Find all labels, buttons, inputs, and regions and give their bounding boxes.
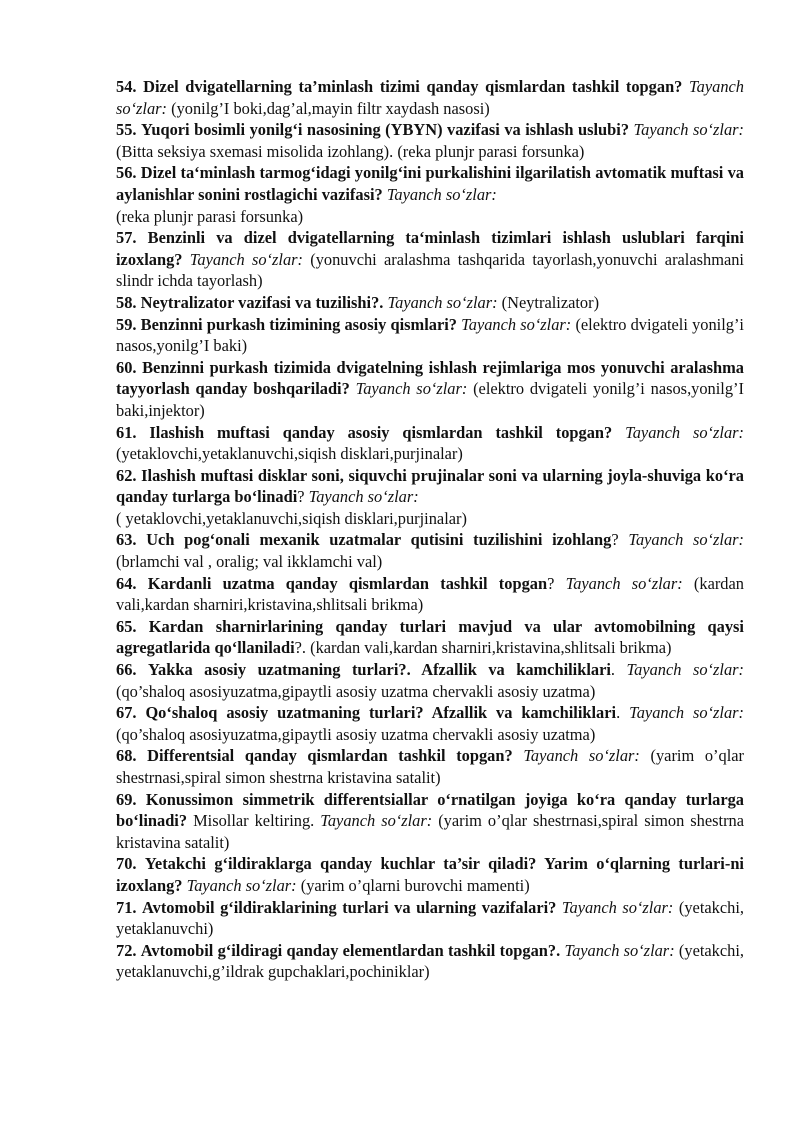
question-item <box>116 227 744 292</box>
question-number: 65. <box>116 616 137 636</box>
question-item <box>116 465 744 530</box>
question-item <box>116 422 744 465</box>
question-item <box>116 573 744 616</box>
keywords-text: (kardan vali,kardan sharniri,kristavina,shlitsali brikma) <box>310 638 672 658</box>
keywords-text: (yarim o’qlarni burovchi mamenti) <box>300 875 530 895</box>
question-separator: ? <box>547 573 566 593</box>
keywords-text: (Neytralizator) <box>501 292 600 312</box>
keywords-label: Tayanch so‘zlar: <box>628 530 744 550</box>
question-number: 68. <box>116 746 137 766</box>
question-text: Differentsial qanday qismlardan tashkil topgan? <box>147 746 513 766</box>
question-list <box>116 76 744 983</box>
keywords-text: (yonuvchi aralashma tashqarida tayorlash,yonuvchi aralashmani slindr ichda tayorlash) <box>116 249 744 291</box>
keywords-label: Tayanch so‘zlar: <box>387 292 498 312</box>
keywords-label: Tayanch so‘zlar: <box>320 811 433 831</box>
question-item <box>116 616 744 659</box>
keywords-label: Tayanch so‘zlar: <box>189 249 303 269</box>
question-text: Kardan sharnirlarining qanday turlari mavjud va ular avtomobilning qaysi agregatlarida qo‘llaniladi <box>116 616 744 658</box>
question-item <box>116 702 744 745</box>
keywords-label: Tayanch so‘zlar: <box>565 573 683 593</box>
keywords-label: Tayanch so‘zlar: <box>629 703 744 723</box>
keywords-text: (qo’shaloq asosiyuzatma,gipaytli asosiy uzatma chervakli asosiy uzatma) <box>116 724 596 744</box>
keywords-label: Tayanch so‘zlar: <box>308 487 419 507</box>
question-separator: ?. <box>294 638 311 658</box>
question-item <box>116 940 744 983</box>
question-item <box>116 745 744 788</box>
question-text: Dizel ta‘minlash tarmog‘idagi yonilg‘ini purkalishini ilgarilatish avtomatik muftasi va aylanishlar sonini rostlagichi vazifasi? <box>116 163 744 204</box>
question-number: 58. <box>116 292 137 312</box>
keywords-label: Tayanch so‘zlar: <box>561 897 674 917</box>
question-number: 59. <box>116 314 137 334</box>
question-text: Neytralizator vazifasi va tuzilishi?. <box>140 292 384 312</box>
question-number: 61. <box>116 422 137 442</box>
keywords-text: (reka plunjr parasi forsunka) <box>116 206 304 226</box>
question-text: Ilashish muftasi qanday asosiy qismlardan tashkil topgan? <box>149 422 613 442</box>
question-number: 66. <box>116 660 137 680</box>
question-separator <box>182 250 189 269</box>
question-number: 60. <box>116 357 137 377</box>
question-number: 55. <box>116 120 137 140</box>
question-text: Benzinni purkash tizimida dvigatelning ishlash rejimlariga mos yonuvchi aralashma tayyorlash qanday boshqariladi? <box>116 357 744 399</box>
question-text: Avtomobil g‘ildiragi qanday elementlardan tashkil topgan?. <box>140 940 561 960</box>
question-item <box>116 659 744 702</box>
question-text: Kardanli uzatma qanday qismlardan tashkil topgan <box>147 573 548 593</box>
question-number: 54. <box>116 77 137 96</box>
keywords-text: (yonilg’I boki,dag’al,mayin filtr xaydash nasosi) <box>171 98 490 118</box>
question-separator <box>513 746 524 765</box>
question-number: 57. <box>116 228 137 248</box>
keywords-text: (qo’shaloq asosiyuzatma,gipaytli asosiy uzatma chervakli asosiy uzatma) <box>116 681 596 701</box>
question-item <box>116 357 744 422</box>
keywords-text: ( yetaklovchi,yetaklanuvchi,siqish disklari,purjinalar) <box>116 508 467 528</box>
question-separator: Misollar keltiring. <box>187 811 321 831</box>
keywords-text: (kardan vali,kardan sharniri,kristavina,shlitsali brikma) <box>116 573 744 615</box>
question-number: 64. <box>116 573 137 593</box>
question-separator: . <box>610 660 627 680</box>
keywords-text: (brlamchi val , oralig; val ikklamchi val) <box>116 552 383 572</box>
keywords-label: Tayanch so‘zlar: <box>633 120 744 140</box>
keywords-label: Tayanch so‘zlar: <box>386 184 497 204</box>
question-number: 71. <box>116 897 137 917</box>
question-item <box>116 76 744 119</box>
question-item <box>116 292 744 314</box>
keywords-label: Tayanch so‘zlar: <box>626 660 744 680</box>
question-separator: . <box>616 703 630 723</box>
question-item <box>116 853 744 896</box>
question-item <box>116 119 744 162</box>
keywords-label: Tayanch so‘zlar: <box>186 875 297 895</box>
question-number: 72. <box>116 940 137 960</box>
keywords-label: Tayanch so‘zlar: <box>564 940 675 960</box>
question-number: 63. <box>116 530 137 550</box>
question-number: 69. <box>116 789 137 809</box>
question-text: Benzinni purkash tizimining asosiy qismlari? <box>140 314 457 334</box>
question-item <box>116 162 744 227</box>
question-text: Avtomobil g‘ildiraklarining turlari va ularning vazifalari? <box>142 897 557 917</box>
keywords-text: (elektro dvigateli yonilg’i nasos,yonilg’I baki,injektor) <box>116 379 744 420</box>
question-text: Benzinli va dizel dvigatellarning ta‘minlash tizimlari ishlash uslublari farqini izoxlang? <box>116 228 744 269</box>
question-item <box>116 529 744 572</box>
question-text: Ilashish muftasi disklar soni, siquvchi prujinalar soni va ularning joyla-shuviga ko‘ra qanday turlarga bo‘linadi <box>116 465 744 507</box>
question-number: 67. <box>116 703 137 723</box>
keywords-text: (yetaklovchi,yetaklanuvchi,siqish disklari,purjinalar) <box>116 444 463 464</box>
keywords-label: Tayanch so‘zlar: <box>116 77 744 118</box>
question-number: 70. <box>116 854 137 874</box>
question-text: Yuqori bosimli yonilg‘i nasosining (YBYN) vazifasi va ishlash uslubi? <box>141 120 630 140</box>
keywords-label: Tayanch so‘zlar: <box>461 314 572 334</box>
keywords-text: (Bitta seksiya sxemasi misolida izohlang). (reka plunjr parasi forsunka) <box>116 141 585 161</box>
question-text: Yetakchi g‘ildiraklarga qanday kuchlar ta’sir qiladi? Yarim o‘qlarning turlari-ni izoxlang? <box>116 854 744 895</box>
question-text: Uch pog‘onali mexanik uzatmalar qutisini tuzilishini izohlang <box>146 530 612 550</box>
question-separator: ? <box>611 530 629 550</box>
keywords-label: Tayanch so‘zlar: <box>355 379 468 399</box>
keywords-label: Tayanch so‘zlar: <box>523 746 640 766</box>
question-item <box>116 897 744 940</box>
question-number: 62. <box>116 465 137 485</box>
question-text: Dizel dvigatellarning ta’minlash tizimi qanday qismlardan tashkil topgan? <box>143 77 683 96</box>
question-separator: ? <box>297 487 309 507</box>
question-number: 56. <box>116 163 137 183</box>
question-text: Qo‘shaloq asosiy uzatmaning turlari? Afzallik va kamchiliklari <box>145 703 617 723</box>
question-item <box>116 314 744 357</box>
keywords-text: (yetakchi, yetaklanuvchi,g’ildrak gupchaklari,pochiniklar) <box>116 940 744 982</box>
keywords-text: (elektro dvigateli yonilg’i nasos,yonilg’I baki) <box>116 314 744 356</box>
keywords-text: (yetakchi, yetaklanuvchi) <box>116 897 744 939</box>
keywords-text: (yarim o’qlar shestrnasi,spiral simon shestrna kristavina satalit) <box>116 811 744 852</box>
question-item <box>116 789 744 854</box>
keywords-text: (yarim o’qlar shestrnasi,spiral simon shestrna kristavina satalit) <box>116 746 744 787</box>
question-separator <box>612 423 625 442</box>
keywords-label: Tayanch so‘zlar: <box>625 422 744 442</box>
question-text: Konussimon simmetrik differentsiallar o‘rnatilgan joyiga ko‘ra qanday turlarga bo‘linadi? <box>116 789 744 831</box>
question-text: Yakka asosiy uzatmaning turlari?. Afzallik va kamchiliklari <box>148 660 611 680</box>
